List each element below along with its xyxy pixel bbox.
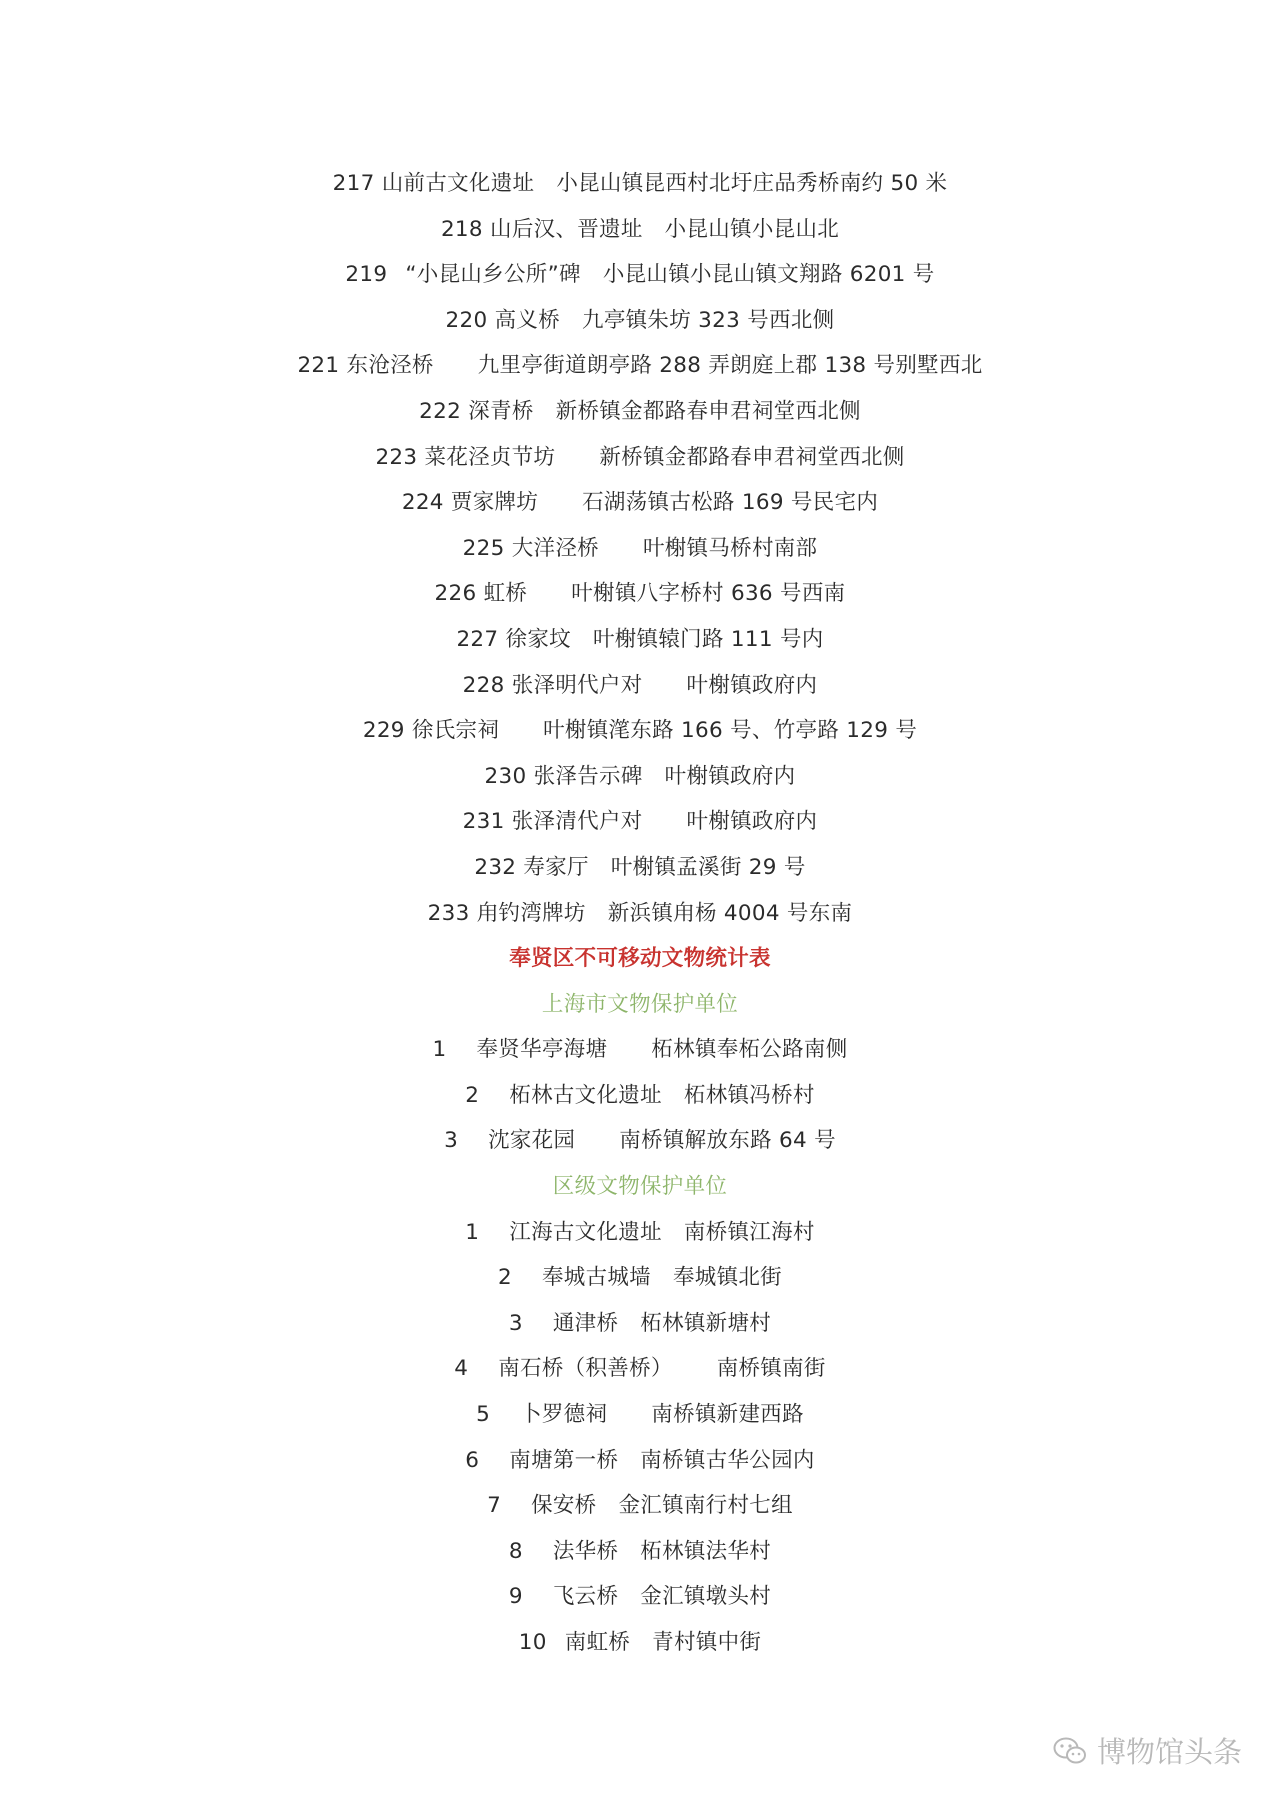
item-location: 新桥镇金都路春申君祠堂西北侧	[555, 398, 861, 424]
item-name: 南虹桥	[564, 1630, 631, 1655]
list-item	[0, 1210, 1280, 1256]
item-number: 7	[487, 1493, 502, 1519]
item-name: 深青桥	[468, 398, 534, 424]
item-location: 南桥镇江海村	[683, 1219, 815, 1245]
item-location: 青村镇中街	[652, 1630, 762, 1655]
item-number: 222	[419, 398, 462, 424]
item-name: 张泽清代户对	[511, 809, 643, 835]
item-name: “小昆山乡公所”碑	[405, 262, 581, 288]
item-name: 奉贤华亭海塘	[476, 1037, 608, 1063]
section-title: 奉贤区不可移动文物统计表	[509, 946, 771, 972]
item-number: 5	[476, 1402, 491, 1428]
list-item	[0, 1118, 1280, 1164]
item-name: 寿家厅	[523, 854, 589, 880]
item-location: 南桥镇解放东路 64 号	[619, 1128, 836, 1154]
item-number: 227	[456, 626, 499, 652]
item-location: 叶榭镇政府内	[686, 809, 818, 835]
list-item	[0, 207, 1280, 253]
item-number: 233	[427, 900, 470, 926]
item-name: 张泽明代户对	[511, 672, 643, 698]
list-item	[0, 526, 1280, 572]
item-name: 贾家牌坊	[450, 490, 539, 516]
item-location: 小昆山镇小昆山北	[664, 216, 840, 242]
list-item	[0, 480, 1280, 526]
item-number: 218	[440, 216, 483, 242]
item-name: 沈家花园	[488, 1128, 576, 1154]
item-number: 10	[518, 1630, 547, 1655]
list-item	[0, 389, 1280, 435]
list-item	[0, 435, 1280, 481]
item-location: 叶榭镇孟溪街 29 号	[610, 854, 806, 880]
item-number: 2	[465, 1082, 480, 1108]
item-number: 4	[454, 1356, 469, 1382]
item-number: 220	[445, 307, 488, 333]
list-item	[0, 891, 1280, 937]
item-location: 小昆山镇小昆山镇文翔路 6201 号	[602, 262, 935, 288]
item-name: 张泽告示碑	[533, 763, 643, 789]
item-number: 6	[465, 1447, 480, 1473]
city-level-heading: 上海市文物保护单位	[541, 991, 739, 1017]
item-number: 9	[508, 1584, 523, 1610]
item-name: 通津桥	[552, 1310, 619, 1336]
item-location: 柘林镇奉柘公路南侧	[651, 1037, 848, 1063]
list-item	[0, 1438, 1280, 1484]
item-location: 柘林镇新塘村	[640, 1310, 772, 1336]
list-item	[0, 1574, 1280, 1620]
item-number: 230	[484, 763, 527, 789]
item-location: 叶榭镇八字桥村 636 号西南	[571, 581, 846, 607]
item-location: 南桥镇新建西路	[651, 1402, 804, 1428]
item-name: 徐家坟	[505, 626, 571, 652]
list-item	[0, 1483, 1280, 1529]
item-number: 1	[465, 1219, 480, 1245]
item-number: 231	[462, 809, 505, 835]
item-location: 金汇镇墩头村	[640, 1584, 772, 1610]
item-location: 南桥镇南街	[716, 1356, 826, 1382]
list-item	[0, 754, 1280, 800]
item-location: 九亭镇朱坊 323 号西北侧	[582, 307, 835, 333]
item-number: 219	[345, 262, 388, 288]
list-item	[0, 663, 1280, 709]
list-item	[0, 708, 1280, 754]
list-item	[0, 845, 1280, 891]
item-location: 新桥镇金都路春申君祠堂西北侧	[599, 444, 905, 470]
list-item	[0, 343, 1280, 389]
item-name: 山前古文化遗址	[381, 171, 535, 196]
item-name: 甪钓湾牌坊	[476, 900, 586, 926]
item-number: 3	[444, 1128, 459, 1154]
item-number: 232	[474, 854, 517, 880]
list-item	[0, 161, 1280, 207]
item-name: 法华桥	[552, 1538, 619, 1564]
item-number: 2	[497, 1265, 512, 1291]
item-location: 叶榭镇政府内	[686, 672, 818, 698]
item-name: 高义桥	[494, 307, 561, 333]
list-item	[0, 1620, 1280, 1666]
list-item	[0, 1529, 1280, 1575]
watermark	[1053, 1730, 1242, 1771]
item-location: 南桥镇古华公园内	[640, 1447, 815, 1473]
item-location: 奉城镇北街	[672, 1265, 782, 1291]
watermark-text: 博物馆头条	[1096, 1735, 1242, 1769]
item-name: 奉城古城墙	[541, 1265, 651, 1291]
item-name: 南塘第一桥	[509, 1447, 619, 1473]
item-name: 大洋泾桥	[511, 535, 599, 561]
item-location: 小昆山镇昆西村北圩庄品秀桥南约 50 米	[556, 171, 948, 196]
item-name: 江海古文化遗址	[509, 1219, 662, 1245]
item-name: 东沧泾桥	[346, 353, 434, 379]
item-location: 石湖荡镇古松路 169 号民宅内	[582, 490, 879, 516]
item-number: 223	[375, 444, 418, 470]
list-item	[0, 252, 1280, 298]
item-name: 虹桥	[483, 581, 528, 607]
list-item	[0, 571, 1280, 617]
item-location: 叶榭镇政府内	[664, 763, 796, 789]
item-name: 飞云桥	[552, 1584, 619, 1610]
item-number: 1	[432, 1037, 447, 1063]
item-number: 226	[434, 581, 477, 607]
wechat-icon	[1053, 1736, 1087, 1766]
district-level-list	[0, 1210, 1280, 1666]
list-item	[0, 298, 1280, 344]
item-number: 221	[297, 353, 340, 379]
item-location: 柘林镇法华村	[640, 1538, 772, 1564]
district-level-heading: 区级文物保护单位	[552, 1174, 728, 1200]
list-item	[0, 1346, 1280, 1392]
item-name: 徐氏宗祠	[411, 718, 500, 744]
item-name: 柘林古文化遗址	[509, 1082, 662, 1108]
item-name: 菜花泾贞节坊	[424, 444, 556, 470]
list-item	[0, 1392, 1280, 1438]
item-number: 8	[508, 1538, 523, 1564]
city-level-list	[0, 1027, 1280, 1164]
item-number: 228	[462, 672, 505, 698]
item-name: 山后汉、晋遗址	[490, 216, 643, 242]
list-item	[0, 1073, 1280, 1119]
item-location: 叶榭镇马桥村南部	[642, 535, 818, 561]
item-number: 229	[362, 718, 405, 744]
list-item	[0, 1301, 1280, 1347]
item-name: 卜罗德祠	[520, 1402, 608, 1428]
list-item	[0, 799, 1280, 845]
item-number: 217	[332, 171, 375, 196]
item-name: 保安桥	[531, 1493, 597, 1519]
item-number: 225	[462, 535, 505, 561]
list-item	[0, 1027, 1280, 1073]
item-location: 九里亭街道朗亭路 288 弄朗庭上郡 138 号别墅西北	[477, 353, 983, 379]
document-body	[0, 161, 1280, 1666]
list-item	[0, 617, 1280, 663]
item-location: 新浜镇甪杨 4004 号东南	[607, 900, 853, 926]
item-location: 叶榭镇辕门路 111 号内	[592, 626, 824, 652]
item-number: 224	[401, 490, 444, 516]
item-location: 柘林镇冯桥村	[683, 1082, 815, 1108]
item-number: 3	[508, 1310, 523, 1336]
item-location: 叶榭镇滗东路 166 号、竹亭路 129 号	[543, 718, 918, 744]
relics-list-continued	[0, 161, 1280, 936]
item-name: 南石桥（积善桥）	[498, 1356, 673, 1382]
list-item	[0, 1255, 1280, 1301]
item-location: 金汇镇南行村七组	[618, 1493, 793, 1519]
